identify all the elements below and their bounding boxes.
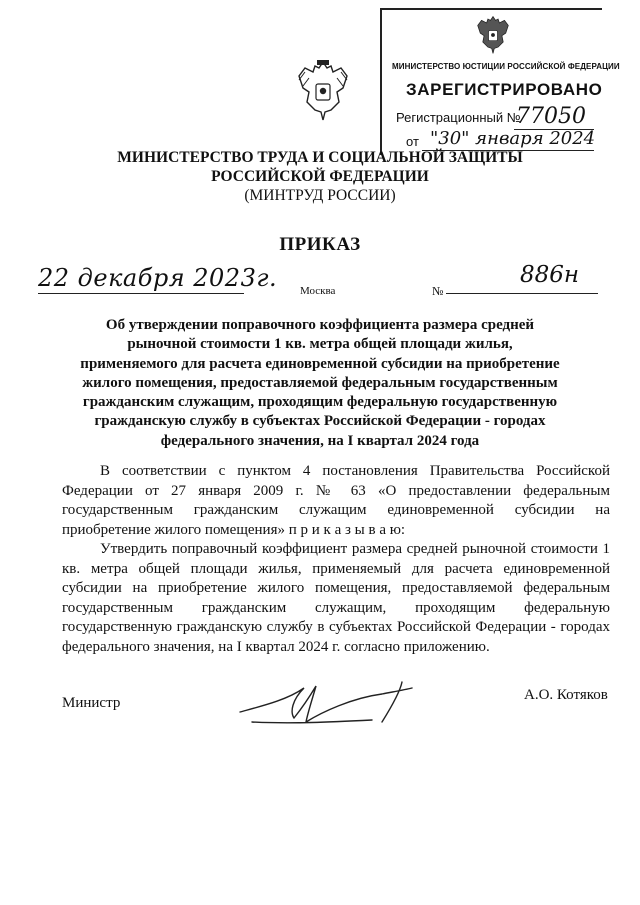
signatory-position: Министр: [62, 695, 121, 711]
stamp-coat-of-arms-icon: [475, 14, 511, 56]
registration-stamp: [380, 8, 620, 155]
order-title: Об утверждении поправочного коэффициента размера средней рыночной стоимости 1 кв. метра общей площади жилья, применяемого для расчета единовременной субсидии на приобретение жилого помещения, предоставляемой федеральным государственным гражданским служащим, проходящим федеральную государственную гражданскую службу в субъектах Российской Федерации - городах федерального значения, на I квартал 2024 года: [80, 317, 560, 449]
ministry-header: [100, 148, 540, 205]
stamp-reg-number-label: Регистрационный №: [396, 110, 521, 125]
order-city: Москва: [300, 285, 336, 297]
document-type-heading: ПРИКАЗ: [279, 234, 361, 255]
body-paragraph-2: Утвердить поправочный коэффициент размера средней рыночной стоимости 1 кв. метра общей площади жилья, применяемый для расчета единовременной субсидии на приобретение жилого помещения, предоставляемой федеральным государственным гражданским служащим, проходящим федеральную государственную гражданскую службу в субъектах Российской Федерации - городах федерального значения, на I квартал 2024 г. согласно приложению.: [62, 541, 610, 655]
order-date: 22 декабря 2023г.: [38, 264, 278, 292]
order-date-underline: [38, 293, 244, 294]
order-number-sign: №: [432, 284, 444, 298]
ministry-name-line2: РОССИЙСКОЙ ФЕДЕРАЦИИ: [211, 168, 429, 185]
stamp-status: ЗАРЕГИСТРИРОВАНО: [406, 80, 603, 99]
stamp-from-label: от: [406, 134, 419, 149]
ministry-short-name: (МИНТРУД РОССИИ): [244, 187, 396, 204]
stamp-ministry-name: МИНИСТЕРСТВО ЮСТИЦИИ РОССИЙСКОЙ ФЕДЕРАЦИИ: [392, 62, 620, 71]
coat-of-arms-icon: [295, 58, 351, 124]
signatory-name: А.О. Котяков: [524, 687, 608, 703]
stamp-reg-number-value: 77050: [516, 104, 586, 129]
ministry-name-line1: МИНИСТЕРСТВО ТРУДА И СОЦИАЛЬНОЙ ЗАЩИТЫ: [117, 149, 523, 166]
order-number-underline: [446, 293, 598, 294]
body-paragraph-1: В соответствии с пунктом 4 постановления Правительства Российской Федерации от 27 января 2009 г. № 63 «О предоставлении федеральным государственным гражданским служащим единовременной субсидии на приобретение жилого помещения» п р и к а з ы в а ю:: [62, 463, 610, 538]
order-number: 886н: [520, 262, 580, 288]
handwritten-signature: [232, 678, 422, 728]
stamp-date-value: "30" января 2024: [430, 128, 596, 149]
